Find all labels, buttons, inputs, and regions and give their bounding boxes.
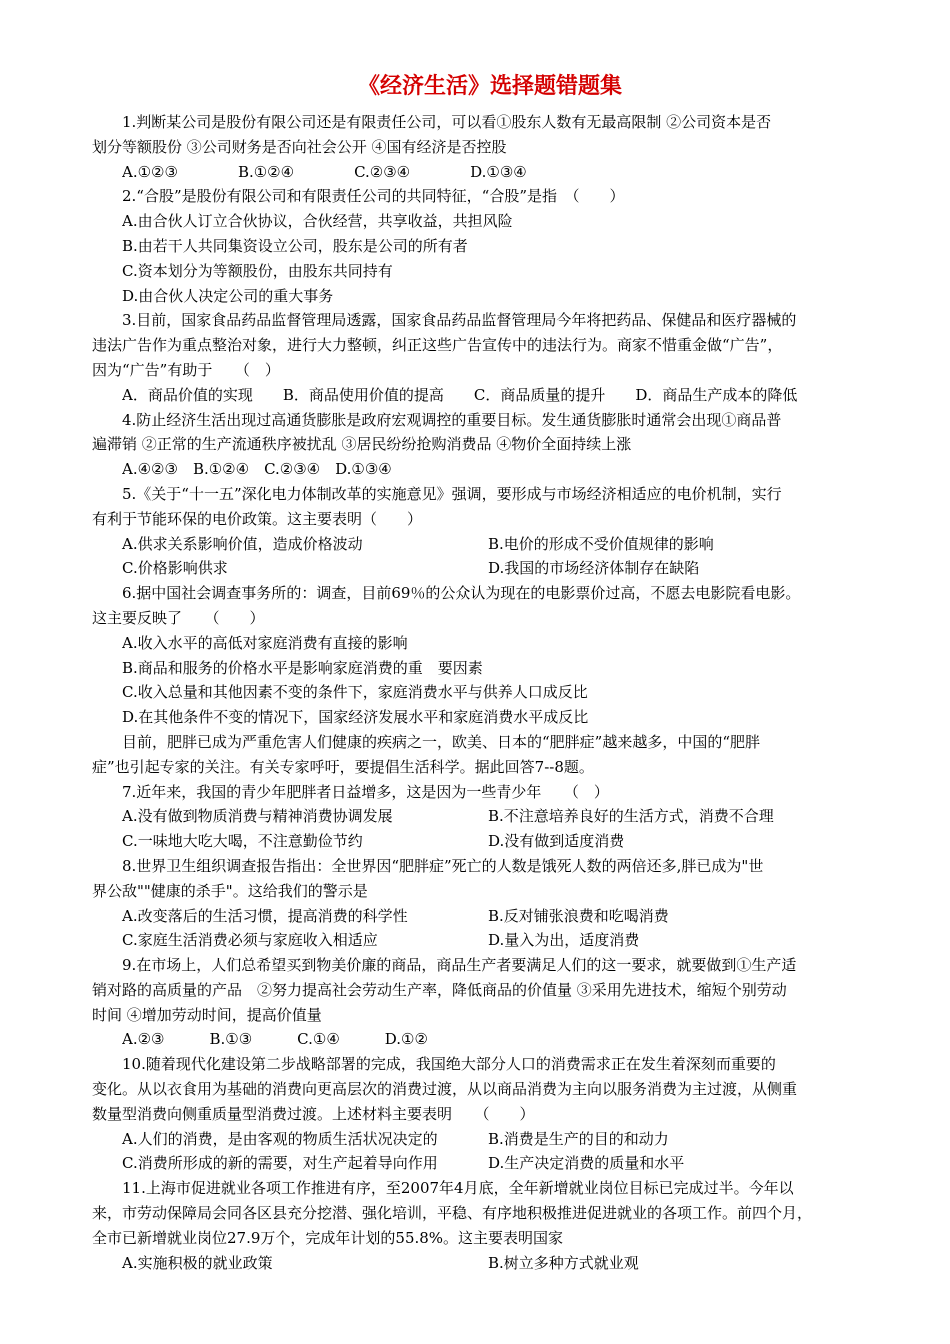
question-text-line: 违法广告作为重点整治对象，进行大力整顿，纠正这些广告宣传中的违法行为。商家不惜重金做“广告”， [92, 336, 783, 355]
answer-option: A.收入水平的高低对家庭消费有直接的影响 [122, 633, 408, 652]
question-text-line: 3.目前，国家食品药品监督管理局透露，国家食品药品监督管理局今年将把药品、保健品和医疗器械的 [122, 311, 797, 330]
question-text-line: 6.据中国社会调查事务所的：调查，目前69％的公众认为现在的电影票价过高，不愿去电影院看电影。 [122, 584, 801, 603]
answer-option-row [122, 928, 858, 953]
question-text-line: 8.世界卫生组织调查报告指出：全世界因“肥胖症”死亡的人数是饿死人数的两倍还多,胖已成为"世 [122, 856, 764, 875]
question-text-line: 9.在市场上，人们总希望买到物美价廉的商品，商品生产者要满足人们的这一要求，就要做到①生产适 [122, 956, 797, 975]
answer-option: A.②③ B.①③ C.①④ D.①② [122, 1030, 428, 1049]
answer-option: C.价格影响供求 [122, 559, 228, 578]
question-text-line: 界公敌""健康的杀手"。这给我们的警示是 [92, 881, 368, 900]
answer-option-row [122, 904, 858, 929]
answer-option: D.由合伙人决定公司的重大事务 [122, 286, 334, 305]
answer-option: B.树立多种方式就业观 [488, 1253, 639, 1272]
question-text-line: 数量型消费向侧重质量型消费过渡。上述材料主要表明 （ ） [92, 1104, 535, 1123]
answer-option-row [122, 829, 858, 854]
answer-option: A.实施积极的就业政策 [122, 1253, 273, 1272]
question-text-line: 有利于节能环保的电价政策。这主要表明（ ） [92, 509, 423, 528]
question-text-line: 时间 ④增加劳动时间，提高价值量 [92, 1005, 322, 1024]
question-text-line: 1.判断某公司是股份有限公司还是有限责任公司，可以看①股东人数有无最高限制 ②公司资本是否 [122, 113, 772, 131]
answer-option-row [122, 1151, 858, 1176]
question-list [92, 110, 858, 1275]
answer-option: A.供求关系影响价值，造成价格波动 [122, 534, 363, 553]
answer-option: B.消费是生产的目的和动力 [488, 1129, 669, 1148]
answer-option: C.资本划分为等额股份，由股东共同持有 [122, 261, 393, 280]
answer-option: D.量入为出，适度消费 [488, 931, 640, 950]
question-text-line: 4.防止经济生活出现过高通货膨胀是政府宏观调控的重要目标。发生通货膨胀时通常会出现①商品普 [122, 410, 782, 429]
answer-option: B.不注意培养良好的生活方式，消费不合理 [488, 807, 774, 826]
answer-option: A.没有做到物质消费与精神消费协调发展 [122, 807, 393, 826]
answer-option-row [122, 532, 858, 557]
answer-option: C.收入总量和其他因素不变的条件下，家庭消费水平与供养人口成反比 [122, 683, 588, 702]
question-text-line: 10.随着现代化建设第二步战略部署的完成，我国绝大部分人口的消费需求正在发生着深刻而重要的 [122, 1055, 776, 1074]
answer-option: A.④②③ B.①②④ C.②③④ D.①③④ [122, 460, 392, 479]
answer-option-row [122, 556, 858, 581]
answer-option: D.生产决定消费的质量和水平 [488, 1154, 685, 1173]
question-text-line: 症”也引起专家的关注。有关专家呼吁，要提倡生活科学。据此回答7--8题。 [92, 757, 594, 776]
answer-option: C.消费所形成的新的需要，对生产起着导向作用 [122, 1154, 438, 1173]
document-title: 《经济生活》选择题错题集 [357, 74, 622, 99]
answer-option: B.反对铺张浪费和吃喝消费 [488, 906, 669, 925]
question-text-line: 变化。从以衣食用为基础的消费向更高层次的消费过渡，从以商品消费为主向以服务消费为主过渡，从侧重 [92, 1080, 798, 1099]
question-text-line: 遍滞销 ②正常的生产流通秩序被扰乱 ③居民纷纷抢购消费品 ④物价全面持续上涨 [92, 435, 632, 454]
question-text-line: 目前，肥胖已成为严重危害人们健康的疾病之一，欧美、日本的“肥胖症”越来越多，中国的“肥胖 [122, 732, 761, 751]
question-text-line: 全市已新增就业岗位27.9万个，完成年计划的55.8%。这主要表明国家 [92, 1228, 564, 1247]
question-text-line: 这主要反映了 （ ） [92, 608, 265, 627]
question-text-line: 5.《关于“十一五”深化电力体制改革的实施意见》强调，要形成与市场经济相适应的电价机制，实行 [122, 484, 782, 503]
question-text-line: 2.“合股”是股份有限公司和有限责任公司的共同特征，“合股”是指 （ ） [122, 187, 625, 206]
answer-option: A.①②③ B.①②④ C.②③④ D.①③④ [122, 162, 527, 181]
answer-option: A.人们的消费，是由客观的物质生活状况决定的 [122, 1129, 438, 1148]
answer-option-row [122, 1251, 858, 1276]
answer-option: B.商品和服务的价格水平是影响家庭消费的重 要因素 [122, 658, 483, 677]
question-text-line: 销对路的高质量的产品 ②努力提高社会劳动生产率，降低商品的价值量 ③采用先进技术，缩短个别劳动 [92, 980, 787, 999]
question-text-line: 因为“广告”有助于 （ ） [92, 360, 280, 379]
answer-option: C.家庭生活消费必须与家庭收入相适应 [122, 931, 378, 950]
answer-option-row [122, 1127, 858, 1152]
answer-option: B.电价的形成不受价值规律的影响 [488, 534, 714, 553]
question-text-line: 来，市劳动保障局会同各区县充分挖潜、强化培训，平稳、有序地积极推进促进就业的各项工作。前四个月， [92, 1204, 813, 1223]
answer-option: A.由合伙人订立合伙协议，合伙经营，共享收益，共担风险 [122, 212, 513, 231]
answer-option: A．商品价值的实现 B．商品使用价值的提高 C．商品质量的提升 D．商品生产成本的降低 [122, 385, 798, 404]
answer-option: A.改变落后的生活习惯，提高消费的科学性 [122, 906, 408, 925]
answer-option: C.一味地大吃大喝，不注意勤俭节约 [122, 832, 363, 851]
answer-option: D.没有做到适度消费 [488, 832, 625, 851]
answer-option: B.由若干人共同集资设立公司，股东是公司的所有者 [122, 236, 468, 255]
question-text-line: 划分等额股份 ③公司财务是否向社会公开 ④国有经济是否控股 [92, 137, 507, 156]
question-text-line: 11.上海市促进就业各项工作推进有序，至2007年4月底，全年新增就业岗位目标已完成过半。今年以 [122, 1179, 794, 1198]
answer-option-row [122, 804, 858, 829]
question-text-line: 7.近年来，我国的青少年肥胖者日益增多，这是因为一些青少年 （ ） [122, 782, 609, 801]
answer-option: D.我国的市场经济体制存在缺陷 [488, 559, 700, 578]
answer-option: D.在其他条件不变的情况下，国家经济发展水平和家庭消费水平成反比 [122, 708, 589, 727]
